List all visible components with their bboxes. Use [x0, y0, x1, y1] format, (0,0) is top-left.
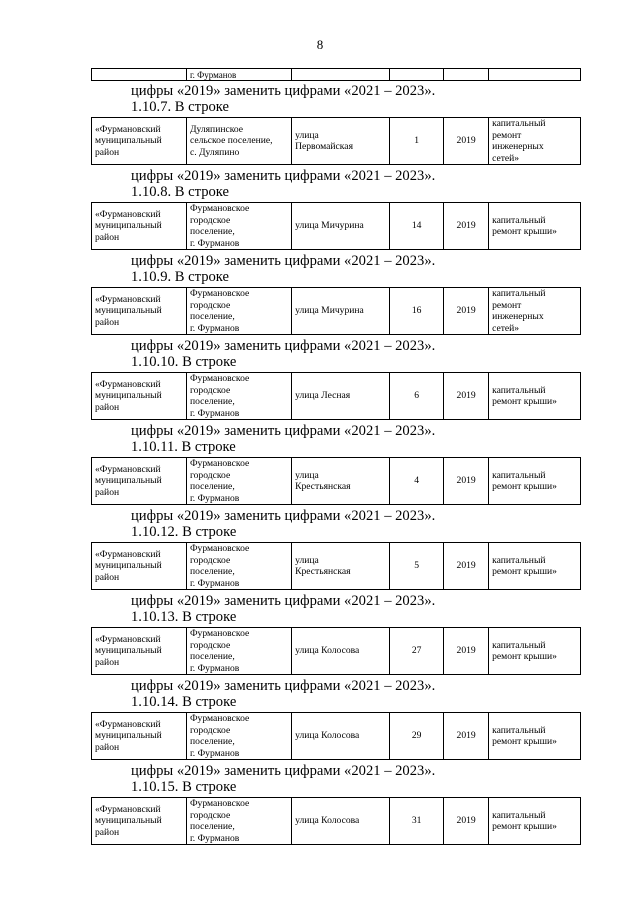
table-cell: 2019 [444, 543, 489, 590]
table-cell: Фурмановское городское поселение, г. Фурманов [186, 373, 291, 420]
table-row [92, 458, 581, 505]
table-cell: «Фурмановский муниципальный район [92, 458, 187, 505]
table-cell: капитальный ремонт инженерных сетей» [489, 118, 581, 165]
table-cell: 2019 [444, 118, 489, 165]
table-cell: 2019 [444, 798, 489, 845]
section-heading: 1.10.11. В строке [131, 439, 236, 455]
table-cell: 2019 [444, 288, 489, 335]
table-cell: Дуляпинское сельское поселение, с. Дуляпино [186, 118, 291, 165]
replace-instruction: цифры «2019» заменить цифрами «2021 – 2023». [131, 168, 436, 184]
amendment-table [91, 117, 581, 165]
table-row [92, 118, 581, 165]
table-cell: капитальный ремонт инженерных сетей» [489, 288, 581, 335]
table-cell: капитальный ремонт крыши» [489, 798, 581, 845]
table-cell: улица Мичурина [292, 203, 390, 250]
table-cell [92, 69, 187, 81]
table-cell [489, 69, 581, 81]
table-cell: 14 [390, 203, 444, 250]
table-cell: Фурмановское городское поселение, г. Фурманов [186, 458, 291, 505]
section-heading: 1.10.12. В строке [131, 524, 237, 540]
page-number: 8 [316, 37, 324, 52]
table-cell: капитальный ремонт крыши» [489, 373, 581, 420]
table-row [92, 713, 581, 760]
table-cell: улица Колосова [292, 713, 390, 760]
replace-instruction: цифры «2019» заменить цифрами «2021 – 2023». [131, 678, 436, 694]
table-cell: «Фурмановский муниципальный район [92, 288, 187, 335]
table-cell: улица Первомайская [292, 118, 390, 165]
table-cell: капитальный ремонт крыши» [489, 628, 581, 675]
table-cell: Фурмановское городское поселение, г. Фурманов [186, 203, 291, 250]
table-cell: Фурмановское городское поселение, г. Фурманов [186, 543, 291, 590]
table-cell: улица Колосова [292, 628, 390, 675]
table-row [92, 203, 581, 250]
table-cell: г. Фурманов [186, 69, 291, 81]
section-heading: 1.10.8. В строке [131, 184, 229, 200]
table-cell: Фурмановское городское поселение, г. Фурманов [186, 798, 291, 845]
table-row [92, 798, 581, 845]
table-cell: 2019 [444, 203, 489, 250]
table-cell: 1 [390, 118, 444, 165]
section-heading: 1.10.14. В строке [131, 694, 237, 710]
table-cell: «Фурмановский муниципальный район [92, 628, 187, 675]
table-row [92, 628, 581, 675]
table-cell: «Фурмановский муниципальный район [92, 118, 187, 165]
table-cell: 2019 [444, 713, 489, 760]
table-cell: Фурмановское городское поселение, г. Фурманов [186, 713, 291, 760]
table-cell: улица Крестьянская [292, 458, 390, 505]
table-cell: 2019 [444, 628, 489, 675]
amendment-table [91, 797, 581, 845]
amendment-table [91, 627, 581, 675]
table-cell: 16 [390, 288, 444, 335]
table-cell: «Фурмановский муниципальный район [92, 203, 187, 250]
table-cell: капитальный ремонт крыши» [489, 458, 581, 505]
replace-instruction: цифры «2019» заменить цифрами «2021 – 2023». [131, 763, 436, 779]
table-cell: «Фурмановский муниципальный район [92, 373, 187, 420]
table-cell: 2019 [444, 373, 489, 420]
table-cell [444, 69, 489, 81]
amendment-table [91, 712, 581, 760]
table-cell: улица Колосова [292, 798, 390, 845]
table-cell: улица Лесная [292, 373, 390, 420]
amendment-table [91, 457, 581, 505]
table-row [92, 288, 581, 335]
table-cell: 5 [390, 543, 444, 590]
table-cell: капитальный ремонт крыши» [489, 203, 581, 250]
table-cell [292, 69, 390, 81]
top-table-fragment [91, 68, 581, 81]
table-cell: Фурмановское городское поселение, г. Фурманов [186, 628, 291, 675]
replace-instruction: цифры «2019» заменить цифрами «2021 – 2023». [131, 253, 436, 269]
replace-instruction: цифры «2019» заменить цифрами «2021 – 2023». [131, 508, 436, 524]
table-cell: капитальный ремонт крыши» [489, 543, 581, 590]
replace-instruction: цифры «2019» заменить цифрами «2021 – 2023». [131, 593, 436, 609]
amendment-table [91, 542, 581, 590]
table-cell [390, 69, 444, 81]
section-heading: 1.10.7. В строке [131, 99, 229, 115]
replace-instruction: цифры «2019» заменить цифрами «2021 – 2023». [131, 83, 436, 99]
table-cell: улица Мичурина [292, 288, 390, 335]
section-heading: 1.10.15. В строке [131, 779, 237, 795]
section-heading: 1.10.10. В строке [131, 354, 237, 370]
table-cell: 27 [390, 628, 444, 675]
amendment-table [91, 202, 581, 250]
table-cell: «Фурмановский муниципальный район [92, 713, 187, 760]
amendment-table [91, 372, 581, 420]
table-row [92, 543, 581, 590]
table-cell: капитальный ремонт крыши» [489, 713, 581, 760]
replace-instruction: цифры «2019» заменить цифрами «2021 – 2023». [131, 423, 436, 439]
table-cell: «Фурмановский муниципальный район [92, 798, 187, 845]
table-cell: 29 [390, 713, 444, 760]
amendment-table [91, 287, 581, 335]
table-row [92, 69, 581, 81]
table-cell: 2019 [444, 458, 489, 505]
table-cell: улица Крестьянская [292, 543, 390, 590]
table-cell: 4 [390, 458, 444, 505]
section-heading: 1.10.13. В строке [131, 609, 237, 625]
table-cell: 31 [390, 798, 444, 845]
section-heading: 1.10.9. В строке [131, 269, 229, 285]
table-cell: Фурмановское городское поселение, г. Фурманов [186, 288, 291, 335]
table-row [92, 373, 581, 420]
table-cell: «Фурмановский муниципальный район [92, 543, 187, 590]
table-cell: 6 [390, 373, 444, 420]
replace-instruction: цифры «2019» заменить цифрами «2021 – 2023». [131, 338, 436, 354]
